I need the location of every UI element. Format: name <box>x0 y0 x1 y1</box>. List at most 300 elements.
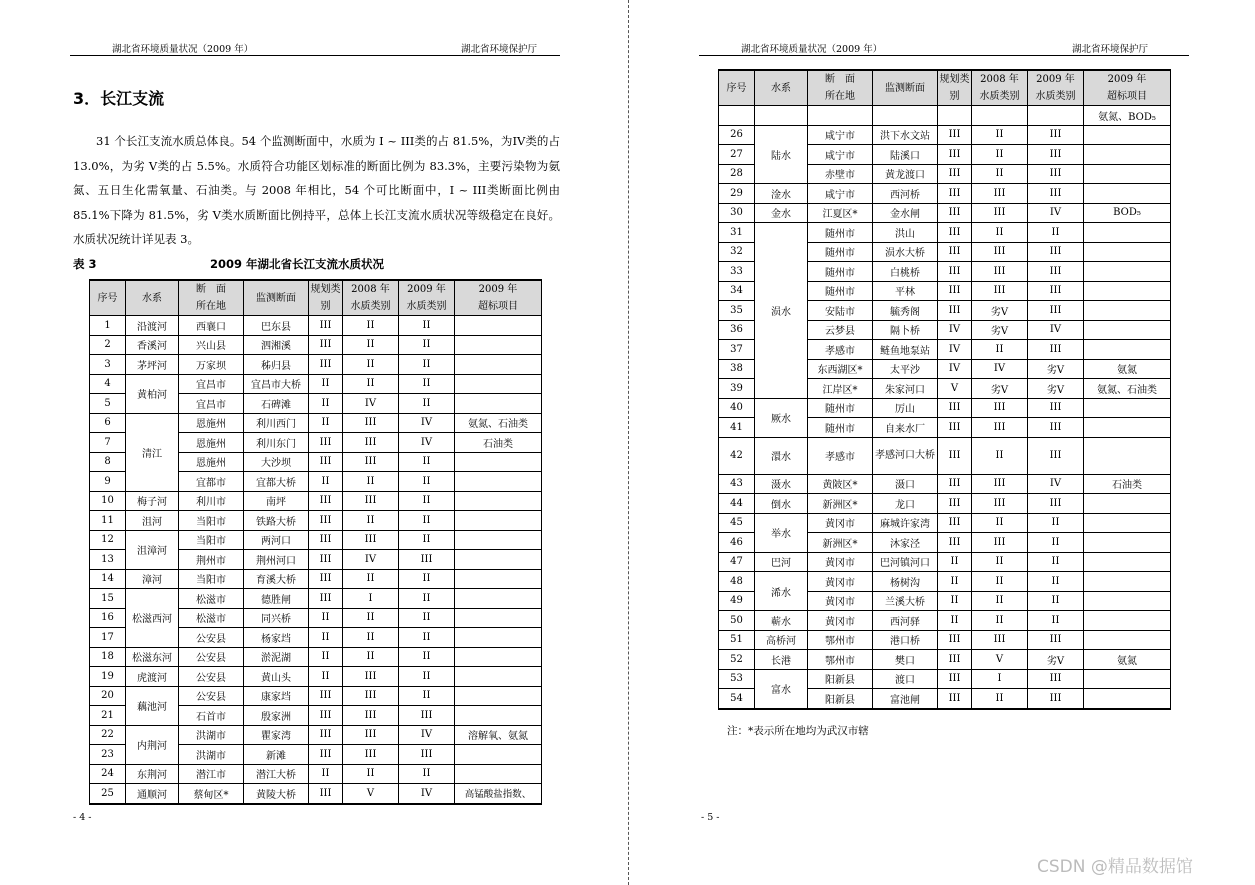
cell-river: 巴河 <box>755 552 808 572</box>
cell-river: 黄柏河 <box>126 374 179 413</box>
cell-plan-class: III <box>309 511 343 531</box>
cell-quality-2009: II <box>399 764 455 784</box>
cell-section: 淤泥湖 <box>244 647 309 667</box>
cell-quality-2009: III <box>1028 301 1084 321</box>
cell-quality-2008: II <box>972 689 1028 709</box>
continuation-row <box>719 106 1171 126</box>
cell-section: 荆州河口 <box>244 550 309 570</box>
table-row <box>719 669 1171 689</box>
cell-plan-class: III <box>938 533 972 553</box>
cell-quality-2008: II <box>343 569 399 589</box>
cell-quality-2008: III <box>972 184 1028 204</box>
cell-quality-2009: III <box>1028 145 1084 165</box>
cell-exceed-items: 氨氮 <box>1084 359 1171 379</box>
col-header-section: 监测断面 <box>244 280 309 316</box>
cell-no: 37 <box>719 340 755 360</box>
cell-section: 龙口 <box>873 494 938 514</box>
cell-location: 黄冈市 <box>808 591 873 611</box>
cell-quality-2009: III <box>1028 262 1084 282</box>
cell-quality-2009: IV <box>1028 203 1084 223</box>
table-row <box>719 203 1171 223</box>
cell-plan-class: II <box>938 572 972 592</box>
cell-plan-class: III <box>309 452 343 472</box>
cell-quality-2008: II <box>343 472 399 492</box>
table-caption-title: 2009 年湖北省长江支流水质状况 <box>210 257 385 271</box>
cell-quality-2009: 劣V <box>1028 379 1084 399</box>
cell-location: 赤壁市 <box>808 164 873 184</box>
cell-plan-class: III <box>938 474 972 494</box>
cell-quality-2009: II <box>399 394 455 414</box>
table-row <box>719 552 1171 572</box>
cell-quality-2008: III <box>343 491 399 511</box>
cell-quality-2009: III <box>399 706 455 726</box>
cell-section: 洪下水文站 <box>873 125 938 145</box>
cell-no: 17 <box>90 628 126 648</box>
cell-location: 黄冈市 <box>808 572 873 592</box>
header-right-title-right-page: 湖北省环境保护厅 <box>1072 44 1149 55</box>
cell-exceed-items <box>1084 552 1171 572</box>
cell-plan-class: III <box>309 706 343 726</box>
cell-river: 漳河 <box>126 569 179 589</box>
cell-river: 蕲水 <box>755 611 808 631</box>
cell-quality-2009: II <box>399 530 455 550</box>
cell-quality-2009: III <box>399 745 455 765</box>
cell-no: 51 <box>719 630 755 650</box>
cell-plan-class: II <box>938 591 972 611</box>
cell-location: 鄂州市 <box>808 630 873 650</box>
cell-quality-2008: II <box>343 355 399 375</box>
cell-plan-class: III <box>938 513 972 533</box>
cell-section: 铁路大桥 <box>244 511 309 531</box>
cell-plan-class: V <box>938 379 972 399</box>
header-left-title-right-page: 湖北省环境质量状况（2009 年） <box>741 44 883 55</box>
cell-plan-class: III <box>309 745 343 765</box>
cell-section: 孝感河口大桥 <box>873 437 938 474</box>
cell-section: 德胜闸 <box>244 589 309 609</box>
cell-exceed-items <box>1084 437 1171 474</box>
watermark: CSDN @精品数据馆 <box>1037 857 1193 877</box>
cell-section: 杨树沟 <box>873 572 938 592</box>
cell-quality-2009: III <box>1028 164 1084 184</box>
cell-river: 松滋东河 <box>126 647 179 667</box>
cell-no: 53 <box>719 669 755 689</box>
cell-no: 39 <box>719 379 755 399</box>
cell-section: 金水闸 <box>873 203 938 223</box>
cell-plan-class: III <box>938 689 972 709</box>
cell-no: 3 <box>90 355 126 375</box>
cell-quality-2009: II <box>399 374 455 394</box>
cell-quality-2009: II <box>399 316 455 336</box>
cell-no: 23 <box>90 745 126 765</box>
cell-no: 27 <box>719 145 755 165</box>
cell-plan-class: II <box>309 472 343 492</box>
cell-exceed-items: BOD₅ <box>1084 203 1171 223</box>
cell-section: 鲢鱼地泵站 <box>873 340 938 360</box>
table-row <box>719 650 1171 670</box>
table-header-row <box>719 70 1171 106</box>
cell-no: 36 <box>719 320 755 340</box>
cell-section: 南坪 <box>244 491 309 511</box>
cell-location: 西襄口 <box>179 316 244 336</box>
cell-location: 孝感市 <box>808 437 873 474</box>
cell-plan-class: II <box>309 394 343 414</box>
cell-quality-2008: III <box>972 398 1028 418</box>
cell-no: 10 <box>90 491 126 511</box>
cell-quality-2009: II <box>399 608 455 628</box>
col-header-2008: 2008 年 水质类别 <box>972 70 1028 106</box>
cell-quality-2008: IV <box>343 394 399 414</box>
cell-no: 15 <box>90 589 126 609</box>
cell-section: 樊口 <box>873 650 938 670</box>
cell-no: 35 <box>719 301 755 321</box>
cell-no: 22 <box>90 725 126 745</box>
cell-section: 厉山 <box>873 398 938 418</box>
cell-location: 阳新县 <box>808 689 873 709</box>
cell-quality-2009: II <box>1028 513 1084 533</box>
col-header-location: 断 面 所在地 <box>808 70 873 106</box>
cell-section: 沐家泾 <box>873 533 938 553</box>
cell-section: 黄龙渡口 <box>873 164 938 184</box>
cell-location: 松滋市 <box>179 589 244 609</box>
cell-section: 大沙坝 <box>244 452 309 472</box>
cell-plan-class: III <box>309 569 343 589</box>
cell-exceed-items <box>1084 533 1171 553</box>
cell-quality-2008: III <box>972 630 1028 650</box>
cell-plan-class: III <box>309 335 343 355</box>
cell-quality-2008: II <box>972 552 1028 572</box>
cell-quality-2009: II <box>399 667 455 687</box>
cell-section: 杨家垱 <box>244 628 309 648</box>
cell-plan-class: III <box>309 491 343 511</box>
cell-quality-2009: III <box>1028 669 1084 689</box>
cell-plan-class: III <box>938 650 972 670</box>
cell-plan-class: III <box>309 589 343 609</box>
cell-plan-class: III <box>309 686 343 706</box>
cell-location: 安陆市 <box>808 301 873 321</box>
cell-quality-2008: II <box>972 145 1028 165</box>
col-header-no: 序号 <box>719 70 755 106</box>
cell-exceed-items <box>1084 320 1171 340</box>
cell-quality-2009: III <box>1028 630 1084 650</box>
cell-plan-class: III <box>309 433 343 453</box>
cell-no: 14 <box>90 569 126 589</box>
cell-no: 41 <box>719 418 755 438</box>
cell-no: 28 <box>719 164 755 184</box>
cell-no: 52 <box>719 650 755 670</box>
cell-no: 54 <box>719 689 755 709</box>
cell-river: 内荆河 <box>126 725 179 764</box>
cell-river: 茅坪河 <box>126 355 179 375</box>
cell-no: 13 <box>90 550 126 570</box>
cell-section: 港口桥 <box>873 630 938 650</box>
cell-location: 松滋市 <box>179 608 244 628</box>
cell-quality-2009: II <box>1028 533 1084 553</box>
cell-section: 西河驿 <box>873 611 938 631</box>
cell-plan-class: II <box>309 667 343 687</box>
cell-location: 鄂州市 <box>808 650 873 670</box>
cell-section: 滠口 <box>873 474 938 494</box>
cell-quality-2008: III <box>343 413 399 433</box>
cell-quality-2008: II <box>972 164 1028 184</box>
cell-location: 洪湖市 <box>179 745 244 765</box>
cell-quality-2008: III <box>343 452 399 472</box>
table-row <box>719 474 1171 494</box>
cell-section: 平林 <box>873 281 938 301</box>
cell-location: 潜江市 <box>179 764 244 784</box>
cell-quality-2008: 劣V <box>972 379 1028 399</box>
cell-plan-class: III <box>309 725 343 745</box>
page-number-left: - 4 - <box>73 812 92 823</box>
cell-quality-2008: II <box>343 764 399 784</box>
cell-no: 40 <box>719 398 755 418</box>
cell-exceed-items: 氨氮、石油类 <box>455 413 542 433</box>
cell-quality-2008: III <box>972 281 1028 301</box>
cell-quality-2009: II <box>399 589 455 609</box>
cell-section: 宜昌市大桥 <box>244 374 309 394</box>
cell-plan-class: II <box>309 608 343 628</box>
cell-river: 沮漳河 <box>126 530 179 569</box>
cell-location: 东西湖区* <box>808 359 873 379</box>
table-row <box>719 184 1171 204</box>
cell-no: 45 <box>719 513 755 533</box>
cell-river: 通顺河 <box>126 784 179 804</box>
cell-exceed-items <box>1084 223 1171 243</box>
cell-quality-2009: 劣V <box>1028 650 1084 670</box>
cell-plan-class: III <box>309 784 343 804</box>
cell-location: 孝感市 <box>808 340 873 360</box>
cell-location: 宜昌市 <box>179 394 244 414</box>
cell-location: 万家坝 <box>179 355 244 375</box>
cell-plan-class: II <box>309 647 343 667</box>
continuation-cell: 氨氮、BOD₅ <box>1084 106 1171 126</box>
cell-section: 石碑滩 <box>244 394 309 414</box>
cell-no: 9 <box>90 472 126 492</box>
cell-exceed-items <box>1084 591 1171 611</box>
col-header-plan: 规划类 别 <box>309 280 343 316</box>
cell-no: 33 <box>719 262 755 282</box>
cell-no: 1 <box>90 316 126 336</box>
cell-exceed-items <box>1084 494 1171 514</box>
cell-quality-2009: II <box>399 355 455 375</box>
cell-exceed-items <box>1084 611 1171 631</box>
cell-river: 高桥河 <box>755 630 808 650</box>
page-number-right: - 5 - <box>701 812 720 823</box>
cell-river: 厥水 <box>755 398 808 437</box>
cell-plan-class: III <box>938 125 972 145</box>
col-header-2008: 2008 年 水质类别 <box>343 280 399 316</box>
cell-river: 松滋西河 <box>126 589 179 648</box>
cell-quality-2008: II <box>343 316 399 336</box>
section-title: 3．长江支流 <box>73 89 165 108</box>
cell-plan-class: III <box>938 223 972 243</box>
cell-quality-2008: IV <box>343 550 399 570</box>
cell-section: 巴东县 <box>244 316 309 336</box>
cell-section: 新滩 <box>244 745 309 765</box>
cell-section: 渡口 <box>873 669 938 689</box>
cell-river: 东荆河 <box>126 764 179 784</box>
cell-location: 咸宁市 <box>808 125 873 145</box>
cell-location: 黄陂区* <box>808 474 873 494</box>
cell-no: 46 <box>719 533 755 553</box>
cell-location: 新洲区* <box>808 533 873 553</box>
cell-river: 陆水 <box>755 125 808 184</box>
cell-plan-class: III <box>938 184 972 204</box>
cell-location: 蔡甸区* <box>179 784 244 804</box>
cell-section: 白桃桥 <box>873 262 938 282</box>
cell-plan-class: IV <box>938 320 972 340</box>
cell-quality-2009: III <box>1028 398 1084 418</box>
cell-quality-2009: III <box>399 550 455 570</box>
cell-location: 利川市 <box>179 491 244 511</box>
cell-location: 公安县 <box>179 667 244 687</box>
cell-quality-2009: III <box>1028 494 1084 514</box>
cell-river: 香溪河 <box>126 335 179 355</box>
cell-plan-class: III <box>938 494 972 514</box>
cell-no: 18 <box>90 647 126 667</box>
cell-location: 兴山县 <box>179 335 244 355</box>
cell-section: 黄陵大桥 <box>244 784 309 804</box>
cell-plan-class: III <box>938 301 972 321</box>
cell-exceed-items <box>1084 164 1171 184</box>
cell-quality-2009: III <box>1028 184 1084 204</box>
cell-no: 30 <box>719 203 755 223</box>
cell-quality-2008: II <box>972 611 1028 631</box>
cell-quality-2008: V <box>972 650 1028 670</box>
cell-quality-2009: IV <box>399 433 455 453</box>
cell-plan-class: III <box>309 550 343 570</box>
cell-quality-2009: IV <box>399 725 455 745</box>
cell-river: 淦水 <box>755 184 808 204</box>
cell-plan-class: III <box>938 145 972 165</box>
col-header-section: 监测断面 <box>873 70 938 106</box>
cell-location: 云梦县 <box>808 320 873 340</box>
cell-plan-class: II <box>309 374 343 394</box>
cell-plan-class: II <box>309 628 343 648</box>
cell-quality-2008: III <box>972 474 1028 494</box>
cell-quality-2008: II <box>972 340 1028 360</box>
cell-quality-2009: II <box>1028 223 1084 243</box>
cell-quality-2009: IV <box>1028 320 1084 340</box>
cell-section: 西河桥 <box>873 184 938 204</box>
cell-location: 恩施州 <box>179 413 244 433</box>
col-header-river: 水系 <box>755 70 808 106</box>
cell-quality-2008: II <box>343 608 399 628</box>
cell-quality-2008: III <box>343 667 399 687</box>
cell-exceed-items <box>1084 145 1171 165</box>
cell-quality-2008: II <box>972 223 1028 243</box>
cell-quality-2009: IV <box>399 784 455 804</box>
table-row <box>719 513 1171 533</box>
table-row <box>719 125 1171 145</box>
cell-exceed-items: 石油类 <box>455 433 542 453</box>
table-row <box>719 223 1171 243</box>
cell-section: 康家垱 <box>244 686 309 706</box>
cell-location: 阳新县 <box>808 669 873 689</box>
table-row <box>719 398 1171 418</box>
cell-no: 24 <box>90 764 126 784</box>
cell-exceed-items <box>1084 242 1171 262</box>
col-header-plan: 规划类 别 <box>938 70 972 106</box>
cell-river: 清江 <box>126 413 179 491</box>
cell-no: 50 <box>719 611 755 631</box>
cell-plan-class: II <box>938 611 972 631</box>
cell-exceed-items <box>1084 689 1171 709</box>
table-row <box>719 437 1171 474</box>
cell-river: 举水 <box>755 513 808 552</box>
cell-location: 当阳市 <box>179 569 244 589</box>
cell-location: 江夏区* <box>808 203 873 223</box>
cell-section: 宜都大桥 <box>244 472 309 492</box>
cell-river: 滠水 <box>755 474 808 494</box>
cell-quality-2009: II <box>399 686 455 706</box>
cell-exceed-items: 溶解氧、氨氮 <box>455 725 542 745</box>
cell-location: 黄冈市 <box>808 552 873 572</box>
table-note: 注：*表示所在地均为武汉市辖 <box>727 725 869 737</box>
cell-exceed-items <box>1084 262 1171 282</box>
cell-exceed-items <box>1084 669 1171 689</box>
cell-exceed-items: 石油类 <box>1084 474 1171 494</box>
cell-river: 长港 <box>755 650 808 670</box>
water-quality-table-part2 <box>718 69 1171 710</box>
cell-quality-2008: III <box>972 262 1028 282</box>
cell-plan-class: III <box>309 316 343 336</box>
cell-no: 34 <box>719 281 755 301</box>
cell-section: 利川东门 <box>244 433 309 453</box>
cell-quality-2009: III <box>1028 689 1084 709</box>
cell-no: 44 <box>719 494 755 514</box>
cell-location: 黄冈市 <box>808 513 873 533</box>
cell-exceed-items <box>1084 513 1171 533</box>
cell-section: 兰溪大桥 <box>873 591 938 611</box>
cell-plan-class: III <box>938 164 972 184</box>
cell-quality-2008: III <box>972 242 1028 262</box>
cell-plan-class: III <box>938 203 972 223</box>
cell-section: 巴河镇河口 <box>873 552 938 572</box>
col-header-location: 断 面 所在地 <box>179 280 244 316</box>
cell-exceed-items <box>1084 630 1171 650</box>
cell-exceed-items <box>1084 125 1171 145</box>
cell-quality-2009: II <box>399 491 455 511</box>
cell-quality-2008: 劣V <box>972 301 1028 321</box>
cell-quality-2008: II <box>343 374 399 394</box>
cell-quality-2008: III <box>343 725 399 745</box>
cell-no: 12 <box>90 530 126 550</box>
cell-location: 当阳市 <box>179 511 244 531</box>
cell-river: 沮河 <box>126 511 179 531</box>
cell-section: 育溪大桥 <box>244 569 309 589</box>
cell-quality-2009: III <box>1028 281 1084 301</box>
cell-quality-2008: II <box>343 511 399 531</box>
cell-no: 29 <box>719 184 755 204</box>
cell-location: 随州市 <box>808 262 873 282</box>
cell-quality-2009: II <box>399 647 455 667</box>
cell-exceed-items <box>1084 301 1171 321</box>
cell-quality-2008: I <box>343 589 399 609</box>
cell-plan-class: III <box>309 355 343 375</box>
cell-quality-2009: II <box>1028 552 1084 572</box>
cell-no: 47 <box>719 552 755 572</box>
cell-section: 毓秀阁 <box>873 301 938 321</box>
cell-quality-2009: II <box>1028 611 1084 631</box>
cell-no: 4 <box>90 374 126 394</box>
cell-quality-2008: II <box>972 513 1028 533</box>
cell-plan-class: III <box>938 398 972 418</box>
cell-quality-2009: II <box>399 452 455 472</box>
cell-quality-2009: III <box>1028 242 1084 262</box>
cell-no: 25 <box>90 784 126 804</box>
cell-location: 随州市 <box>808 398 873 418</box>
cell-location: 公安县 <box>179 686 244 706</box>
